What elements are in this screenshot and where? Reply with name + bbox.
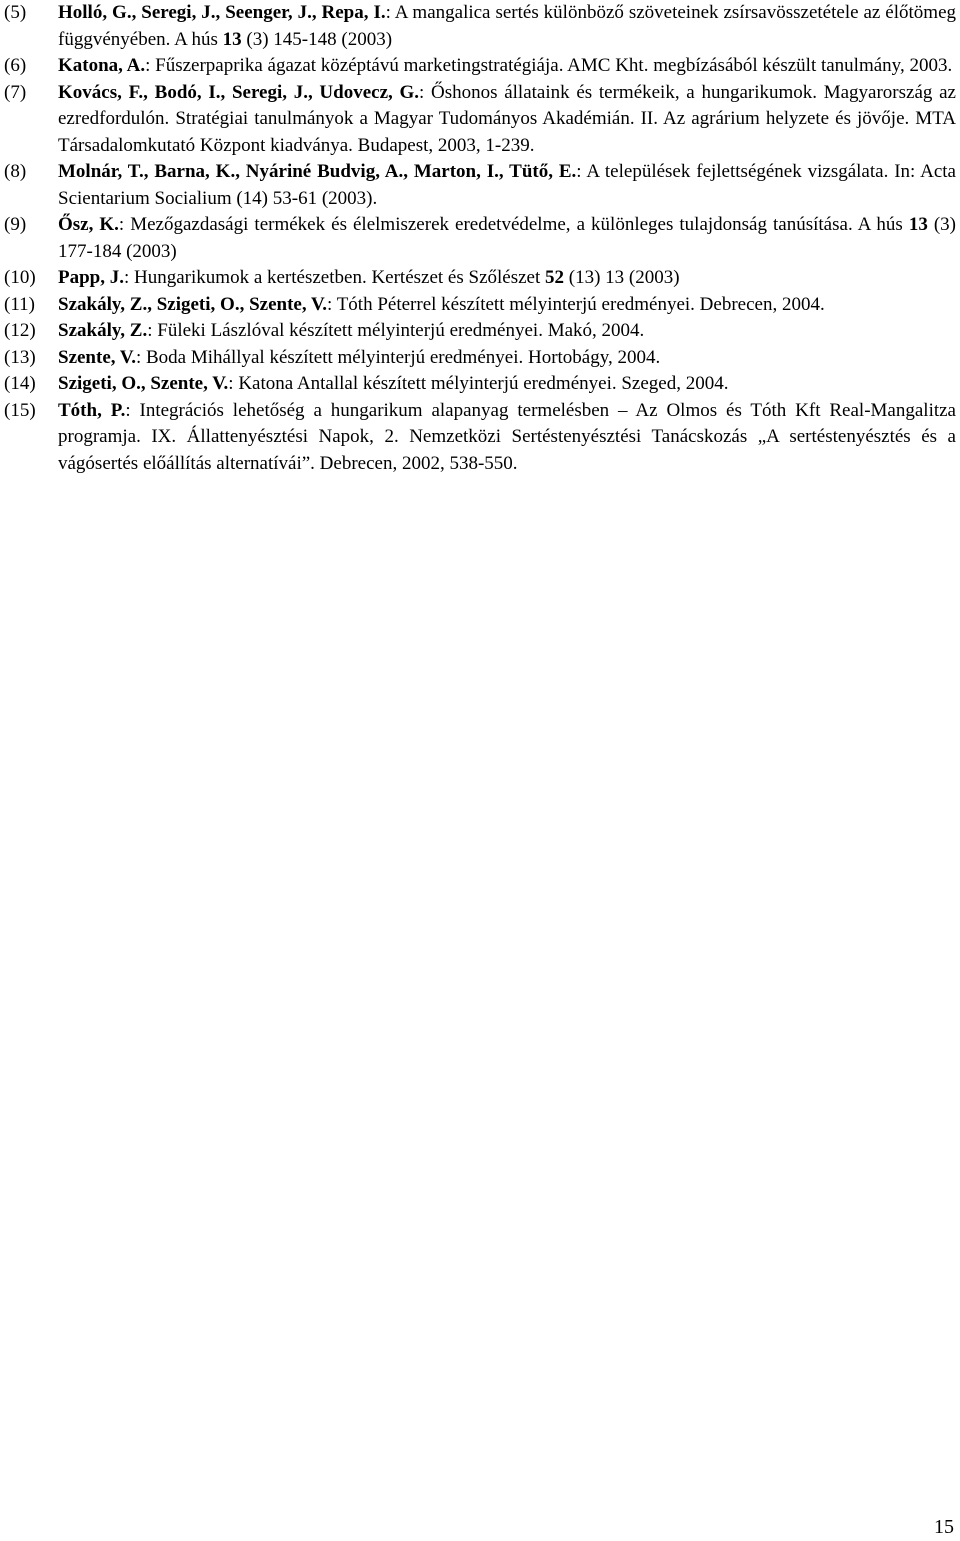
- reference-number: (11): [4, 293, 35, 315]
- reference-text-tail: (13) 13 (2003): [564, 267, 680, 288]
- reference-volume: 13: [908, 214, 928, 235]
- reference-item-5: [0, 0, 960, 53]
- reference-text: : A települések fejlettségének vizsgálata. In: Acta Scientarium Socialium (14) 53-61 (2003).: [58, 161, 956, 209]
- reference-number: (15): [4, 399, 36, 421]
- reference-number: (6): [4, 55, 27, 76]
- reference-authors: Papp, J.: [58, 267, 124, 288]
- reference-authors: Katona, A.: [58, 55, 146, 76]
- reference-authors: Holló, G., Seregi, J., Seenger, J., Repa, I.: [58, 2, 386, 23]
- reference-volume: 13: [222, 28, 242, 50]
- reference-text: : Tóth Péterrel készített mélyinterjú eredményei. Debrecen, 2004.: [327, 293, 825, 315]
- page-number: 15: [934, 1516, 954, 1538]
- reference-item-14: [0, 371, 960, 398]
- reference-authors: Szente, V.: [58, 346, 136, 368]
- reference-item-15: [0, 398, 960, 478]
- reference-item-7: [0, 80, 960, 160]
- reference-text: : Őshonos állataink és termékeik, a hungarikumok. Magyarország az ezredfordulón. Stratégiai tanulmányok a Magyar Tudományos Akadémián. II. Az agrárium helyzete és jövője. MTA Társadalomkutató Központ kiadványa. Budapest, 2003, 1-239.: [58, 81, 956, 156]
- reference-authors: Kovács, F., Bodó, I., Seregi, J., Udovecz, G.: [58, 81, 419, 103]
- reference-number: (14): [4, 373, 36, 394]
- reference-text: : Füleki Lászlóval készített mélyinterjú eredményei. Makó, 2004.: [147, 320, 645, 341]
- reference-text-tail: (3) 177-184 (2003): [58, 214, 956, 262]
- reference-text: : Fűszerpaprika ágazat középtávú marketingstratégiája. AMC Kht. megbízásából készült tanulmány, 2003.: [145, 55, 953, 76]
- reference-number: (8): [4, 161, 27, 182]
- reference-number: (12): [4, 320, 36, 341]
- reference-number: (13): [4, 346, 36, 368]
- reference-text: : Mezőgazdasági termékek és élelmiszerek eredetvédelme, a különleges tulajdonság tanúsítása. A hús: [118, 214, 909, 235]
- reference-volume: 52: [545, 267, 565, 288]
- reference-list: [0, 0, 960, 477]
- reference-item-8: [0, 159, 960, 212]
- reference-authors: Szakály, Z.: [58, 320, 148, 341]
- reference-authors: Tóth, P.: [58, 399, 126, 421]
- reference-number: (10): [4, 267, 36, 288]
- reference-authors: Ősz, K.: [58, 214, 119, 235]
- reference-text: : Integrációs lehetőség a hungarikum alapanyag termelésben – Az Olmos és Tóth Kft Real-Mangalitza programja. IX. Állattenyésztési Napok, 2. Nemzetközi Sertéstenyésztési Tanácskozás „A sertéstenyésztés és a vágósertés előállítás alternatívái”. Debrecen, 2002, 538-550.: [58, 399, 956, 474]
- reference-number: (5): [4, 2, 27, 23]
- reference-text: : Katona Antallal készített mélyinterjú eredményei. Szeged, 2004.: [228, 373, 729, 394]
- reference-item-13: [0, 345, 960, 372]
- reference-authors: Szigeti, O., Szente, V.: [58, 373, 229, 394]
- reference-item-11: [0, 292, 960, 319]
- reference-text: : Hungarikumok a kertészetben. Kertészet és Szőlészet: [124, 267, 546, 288]
- reference-item-12: [0, 318, 960, 345]
- reference-item-10: [0, 265, 960, 292]
- reference-authors: Szakály, Z., Szigeti, O., Szente, V.: [58, 293, 328, 315]
- reference-item-9: [0, 212, 960, 265]
- reference-authors: Molnár, T., Barna, K., Nyáriné Budvig, A., Marton, I., Tütő, E.: [58, 161, 577, 182]
- reference-item-6: [0, 53, 960, 80]
- reference-number: (9): [4, 214, 27, 235]
- reference-number: (7): [4, 81, 27, 103]
- reference-text: : Boda Mihállyal készített mélyinterjú eredményei. Hortobágy, 2004.: [135, 346, 661, 368]
- reference-text: : A mangalica sertés különböző szöveteinek zsírsavösszetétele az élőtömeg függvényében. A hús: [58, 2, 957, 50]
- reference-text-tail: (3) 145-148 (2003): [241, 28, 393, 50]
